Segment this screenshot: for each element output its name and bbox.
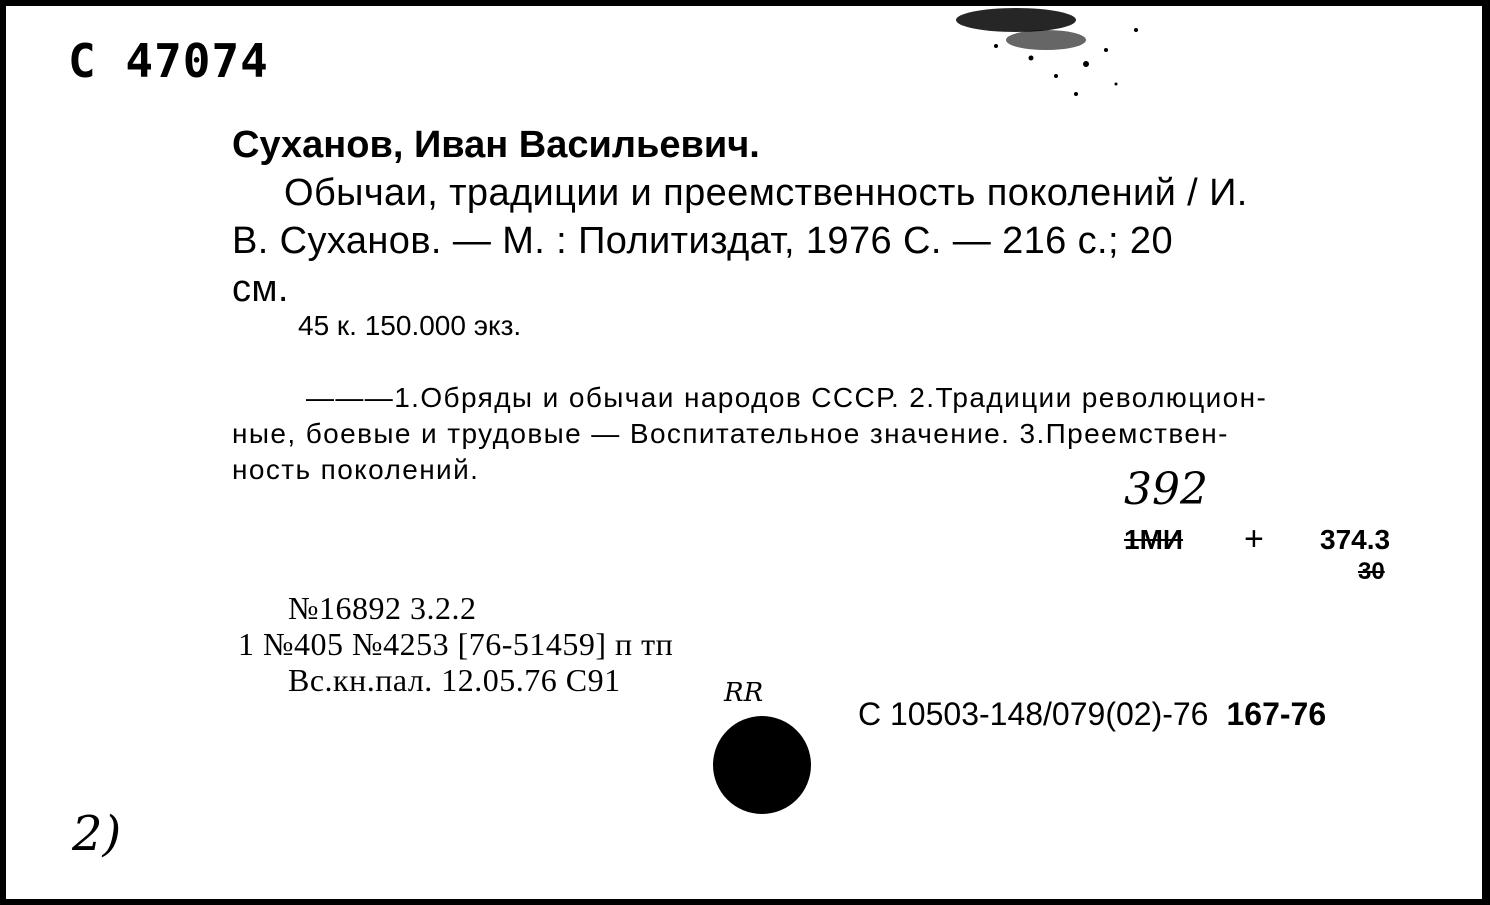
ink-dot: [713, 716, 811, 814]
title-line-1: Обычаи, традиции и преемственность поколений / И.: [284, 172, 1248, 214]
subject-line-1: ———1.Обряды и обычаи народов СССР. 2.Традиции революцион-: [306, 382, 1268, 413]
isbn-line: [858, 696, 1326, 733]
isbn-code: С 10503-148/079(02)-76: [858, 696, 1209, 732]
handwritten-initials: RR: [724, 678, 764, 708]
subject-line-3: ность поколений.: [232, 454, 480, 485]
catalog-card: [6, 6, 1482, 899]
author-heading: Суханов, Иван Васильевич.: [232, 124, 760, 166]
handwritten-classification: 392: [1124, 464, 1208, 515]
title-line-3: см.: [232, 268, 289, 310]
crossed-out-code: 1МИ: [1124, 524, 1184, 555]
tech-line-2: 1 №405 №4253 [76-51459] п тп: [238, 626, 674, 662]
call-number: C 47074: [68, 34, 269, 88]
plus-sign: +: [1244, 520, 1264, 558]
handwritten-mark: 2): [72, 806, 122, 862]
classification-code: 374.3: [1320, 524, 1391, 555]
stain-mark: [936, 6, 1196, 106]
price-line: 45 к. 150.000 экз.: [298, 310, 522, 341]
subject-line-2: ные, боевые и трудовые — Воспитательное значение. 3.Преемствен-: [232, 418, 1229, 449]
title-line-2: В. Суханов. — М. : Политиздат, 1976 С. — 216 с.; 20: [232, 220, 1173, 262]
tech-line-1: №16892 3.2.2: [288, 590, 477, 626]
tech-line-3: Вс.кн.пал. 12.05.76 С91: [288, 662, 621, 698]
card-number: 167-76: [1226, 696, 1327, 732]
crossed-out-small-code: 30: [1358, 558, 1385, 585]
